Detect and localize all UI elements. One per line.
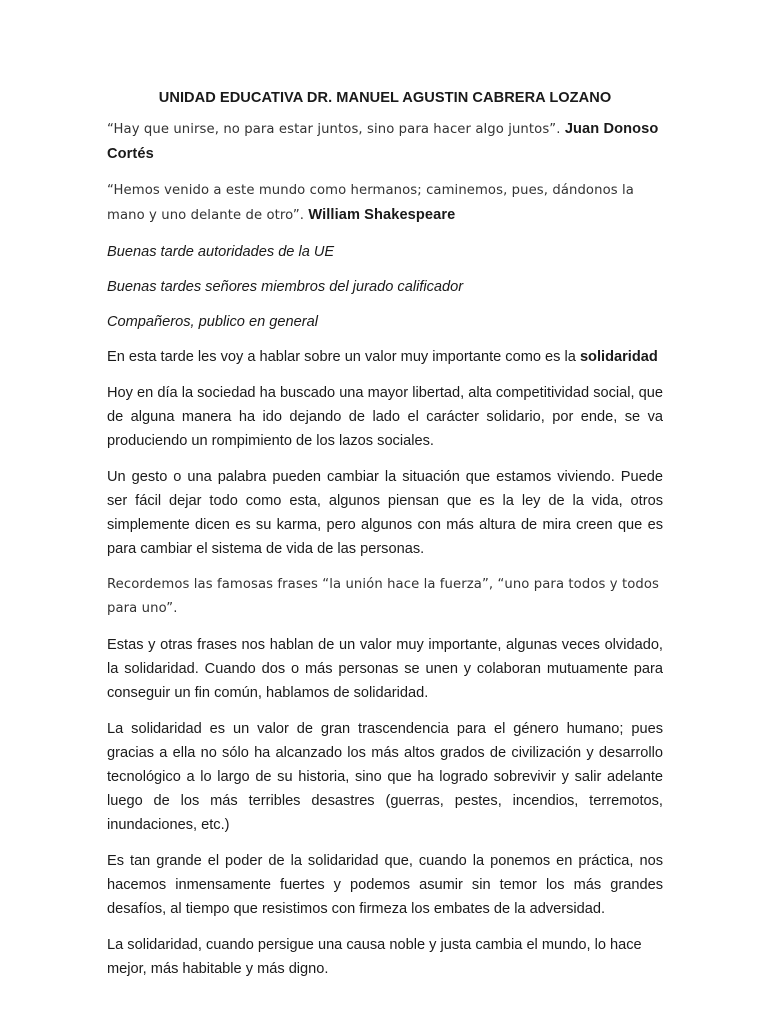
paragraph-2: Un gesto o una palabra pueden cambiar la situación que estamos viviendo. Puede ser fácil dejar todo como esta, algunos piensan que es la ley de la vida, otros simplemente dicen es su karma, pero algunos con más altura de mira creen que es para cambiar el sistema de vida de las personas. xyxy=(107,469,663,557)
intro-paragraph xyxy=(107,345,663,369)
quote-2 xyxy=(107,179,663,228)
greeting-2: Buenas tardes señores miembros del jurado calificador xyxy=(107,279,464,295)
greeting-3: Compañeros, publico en general xyxy=(107,314,318,330)
quote-2-author: William Shakespeare xyxy=(308,207,456,223)
paragraph-3: Estas y otras frases nos hablan de un valor muy importante, algunas veces olvidado, la solidaridad. Cuando dos o más personas se unen y colaboran mutuamente para conseguir un fin común, hablamos de solidaridad. xyxy=(107,637,663,701)
paragraph-4: La solidaridad es un valor de gran trascendencia para el género humano; pues gracias a ella no sólo ha alcanzado los más altos grados de civilización y desarrollo tecnológico a lo largo de su historia, sino que ha logrado sobrevivir y salir adelante luego de los más terribles desastres (guerras, pestes, incendios, terremotos, inundaciones, etc.) xyxy=(107,721,663,833)
document-title: UNIDAD EDUCATIVA DR. MANUEL AGUSTIN CABRERA LOZANO xyxy=(158,90,612,106)
quote-1 xyxy=(107,117,663,167)
paragraph-1: Hoy en día la sociedad ha buscado una mayor libertad, alta competitividad social, que de alguna manera ha ido dejando de lado el carácter solidario, por ende, se va produciendo un rompimiento de los lazos sociales. xyxy=(107,385,663,449)
document-page xyxy=(107,86,663,993)
paragraph-5: Es tan grande el poder de la solidaridad que, cuando la ponemos en práctica, nos hacemos inmensamente fuertes y podemos asumir sin temor los más grandes desafíos, al tiempo que resistimos con firmeza los embates de la adversidad. xyxy=(107,853,663,917)
intro-highlight: solidaridad xyxy=(579,349,658,365)
famous-phrases-paragraph: Recordemos las famosas frases “la unión hace la fuerza”, “uno para todos y todos para uno”. xyxy=(107,577,660,616)
greeting-1: Buenas tarde autoridades de la UE xyxy=(107,244,335,260)
quote-1-text: “Hay que unirse, no para estar juntos, sino para hacer algo juntos”. xyxy=(107,122,561,137)
quote-1-author: Juan Donoso Cortés xyxy=(107,121,659,162)
intro-text: En esta tarde les voy a hablar sobre un valor muy importante como es la xyxy=(107,349,576,365)
paragraph-6: La solidaridad, cuando persigue una causa noble y justa cambia el mundo, lo hace mejor, más habitable y más digno. xyxy=(107,937,642,977)
quote-2-text: “Hemos venido a este mundo como hermanos; caminemos, pues, dándonos la mano y uno delante de otro”. xyxy=(107,183,634,223)
